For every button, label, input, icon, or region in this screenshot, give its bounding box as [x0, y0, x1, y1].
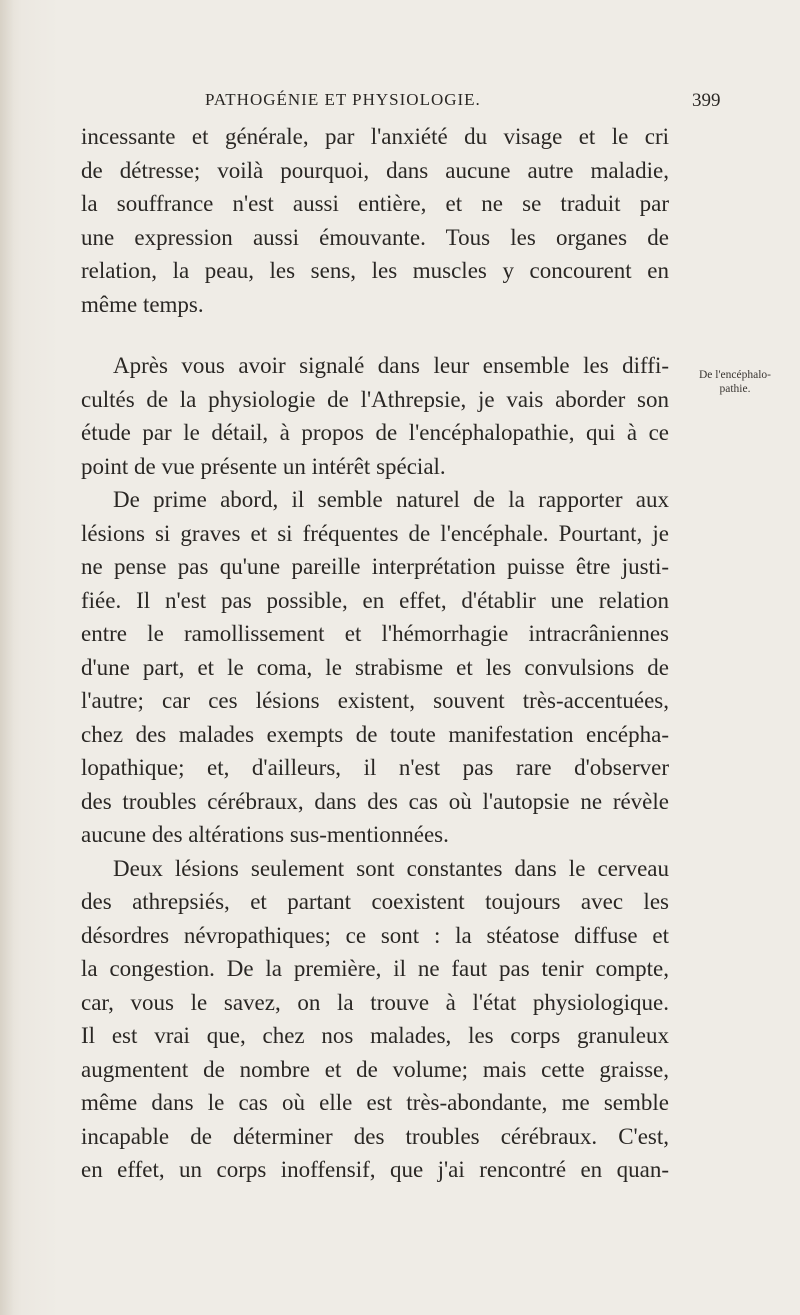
paragraph-1 — [81, 120, 669, 321]
text-line: des troubles cérébraux, dans des cas où l'autopsie ne révèle — [81, 788, 669, 814]
text-line: une expression aussi émouvante. Tous les organes de — [81, 224, 669, 250]
paragraph-2 — [81, 349, 669, 483]
text-line: la congestion. De la première, il ne faut pas tenir compte, — [81, 956, 669, 981]
text-line: entre le ramollissement et l'hémorrhagie intracrâniennes — [81, 621, 669, 646]
text-line: incessante et générale, par l'anxiété du visage et le cri — [81, 124, 669, 149]
text-line: augmentent de nombre et de volume; mais cette graisse, — [81, 1056, 669, 1082]
text-line: Deux lésions seulement sont constantes dans le cerveau — [113, 855, 669, 881]
page-binding-shadow — [0, 0, 14, 1315]
text-line: cultés de la physiologie de l'Athrepsie, je vais aborder son — [81, 386, 669, 412]
paragraph-gap — [81, 321, 669, 349]
text-line: lopathique; et, d'ailleurs, il n'est pas rare d'observer — [81, 755, 669, 780]
text-line: même temps. — [81, 291, 204, 317]
margin-note — [680, 368, 790, 396]
paragraph-3 — [81, 483, 669, 852]
text-line: l'autre; car ces lésions existent, souvent très-accentuées, — [81, 688, 669, 713]
text-line: en effet, un corps inoffensif, que j'ai rencontré en quan- — [81, 1157, 669, 1182]
body-text — [81, 120, 669, 1187]
page-number: 399 — [692, 90, 721, 111]
text-line: incapable de déterminer des troubles cérébraux. C'est, — [81, 1123, 669, 1149]
text-line: des athrepsiés, et partant coexistent toujours avec les — [81, 889, 669, 914]
text-line: car, vous le savez, on la trouve à l'état physiologique. — [81, 989, 669, 1015]
text-line: Après vous avoir signalé dans leur ensemble les diffi- — [113, 353, 669, 378]
margin-note-line: pathie. — [719, 383, 751, 395]
text-line: point de vue présente un intérêt spécial. — [81, 453, 446, 479]
margin-note-line: De l'encéphalo- — [699, 369, 771, 381]
text-line: Il est vrai que, chez nos malades, les corps granuleux — [81, 1023, 669, 1048]
text-line: la souffrance n'est aussi entière, et ne se traduit par — [81, 191, 669, 216]
running-title: PATHOGÉNIE ET PHYSIOLOGIE. — [205, 90, 481, 109]
text-line: chez des malades exempts de toute manifestation encépha- — [81, 721, 669, 747]
text-line: relation, la peau, les sens, les muscles y concourent en — [81, 258, 669, 283]
text-line: lésions si graves et si fréquentes de l'encéphale. Pourtant, je — [81, 520, 669, 546]
text-line: aucune des altérations sus-mentionnées. — [81, 822, 449, 847]
paragraph-4 — [81, 852, 669, 1187]
text-line: De prime abord, il semble naturel de la rapporter aux — [113, 487, 669, 512]
text-line: ne pense pas qu'une pareille interprétation puisse être justi- — [81, 554, 669, 579]
text-line: désordres névropathiques; ce sont : la stéatose diffuse et — [81, 922, 669, 948]
text-line: même dans le cas où elle est très-abondante, me semble — [81, 1090, 669, 1115]
text-line: d'une part, et le coma, le strabisme et les convulsions de — [81, 654, 669, 680]
text-line: étude par le détail, à propos de l'encéphalopathie, qui à ce — [81, 420, 669, 445]
text-line: fiée. Il n'est pas possible, en effet, d'établir une relation — [81, 587, 669, 613]
text-line: de détresse; voilà pourquoi, dans aucune autre maladie, — [81, 157, 669, 183]
